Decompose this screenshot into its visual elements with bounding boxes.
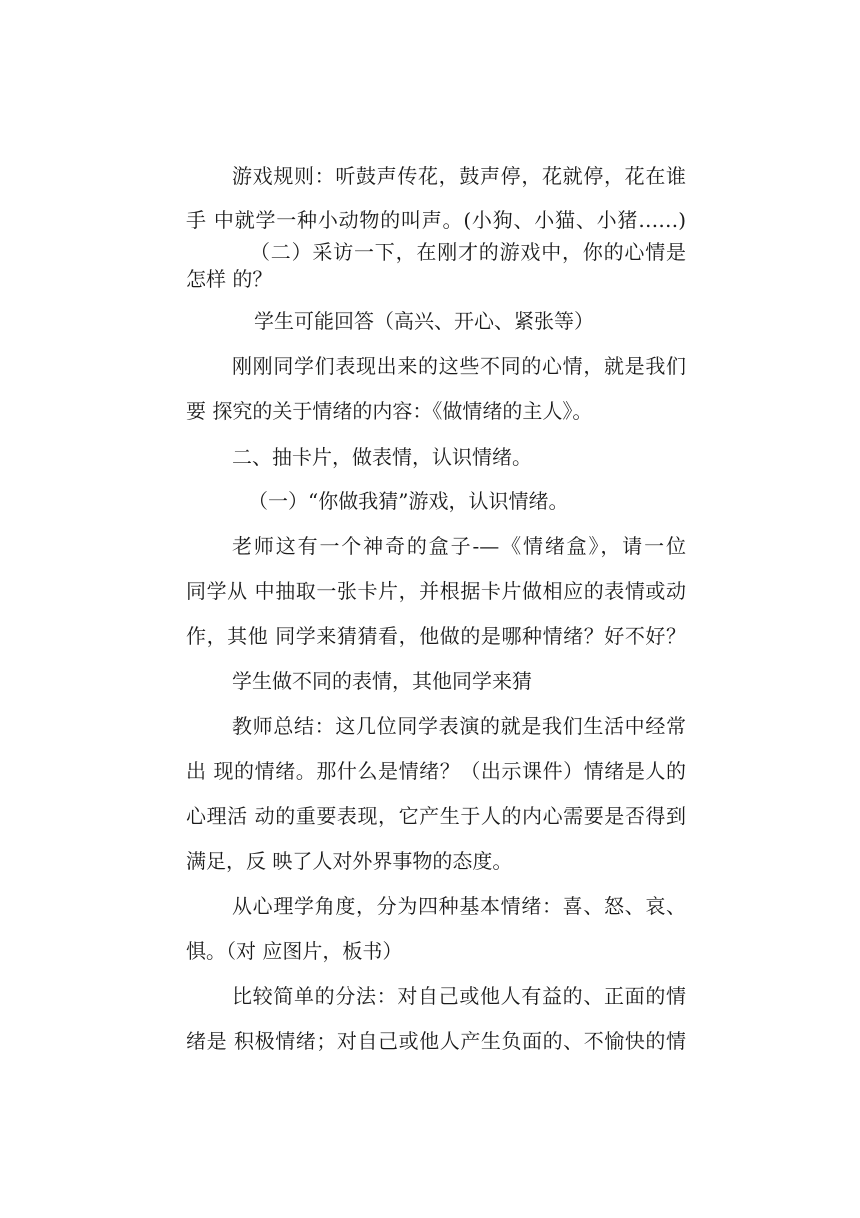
text-line-17: 满足，反 映了人对外界事物的态度。 [186, 849, 513, 873]
text-line-20: 比较简单的分法：对自己或他人有益的、正面的情 [232, 984, 686, 1008]
text-line-3: （二）采访一下，在刚才的游戏中，你的心情是 [250, 240, 686, 264]
text-line-21: 绪是 积极情绪；对自己或他人产生负面的、不愉快的情 [186, 1029, 686, 1053]
text-line-13: 学生做不同的表情，其他同学来猜 [232, 669, 532, 693]
text-line-6: 刚刚同学们表现出来的这些不同的心情，就是我们 [232, 354, 686, 378]
text-line-7: 要 探究的关于情绪的内容：《做情绪的主人》。 [186, 399, 593, 423]
text-line-19: 惧。（对 应图片，板书） [186, 939, 403, 963]
text-line-10: 老师这有一个神奇的盒子-—《情绪盒》，请一位 [232, 534, 686, 558]
text-line-5: 学生可能回答（高兴、开心、紧张等） [254, 309, 594, 333]
text-line-14: 教师总结：这几位同学表演的就是我们生活中经常 [232, 714, 686, 738]
text-line-1: 游戏规则：听鼓声传花，鼓声停，花就停，花在谁 [232, 164, 686, 188]
text-line-9: （一）“你做我猜”游戏，认识情绪。 [248, 489, 569, 513]
text-line-11: 同学从 中抽取一张卡片，并根据卡片做相应的表情或动 [186, 579, 686, 603]
text-line-2: 手 中就学一种小动物的叫声。(小狗、小猫、小猪……) [186, 208, 686, 232]
text-line-12: 作，其他 同学来猜猜看，他做的是哪种情绪？好不好？ [186, 624, 686, 648]
text-line-18: 从心理学角度，分为四种基本情绪：喜、怒、哀、 [232, 894, 686, 918]
text-line-15: 出 现的情绪。那什么是情绪？（出示课件）情绪是人的 [186, 759, 686, 783]
text-line-4: 怎样 的？ [186, 267, 273, 291]
text-line-8: 二、抽卡片，做表情，认识情绪。 [232, 445, 532, 469]
text-line-16: 心理活 动的重要表现，它产生于人的内心需要是否得到 [186, 804, 686, 828]
